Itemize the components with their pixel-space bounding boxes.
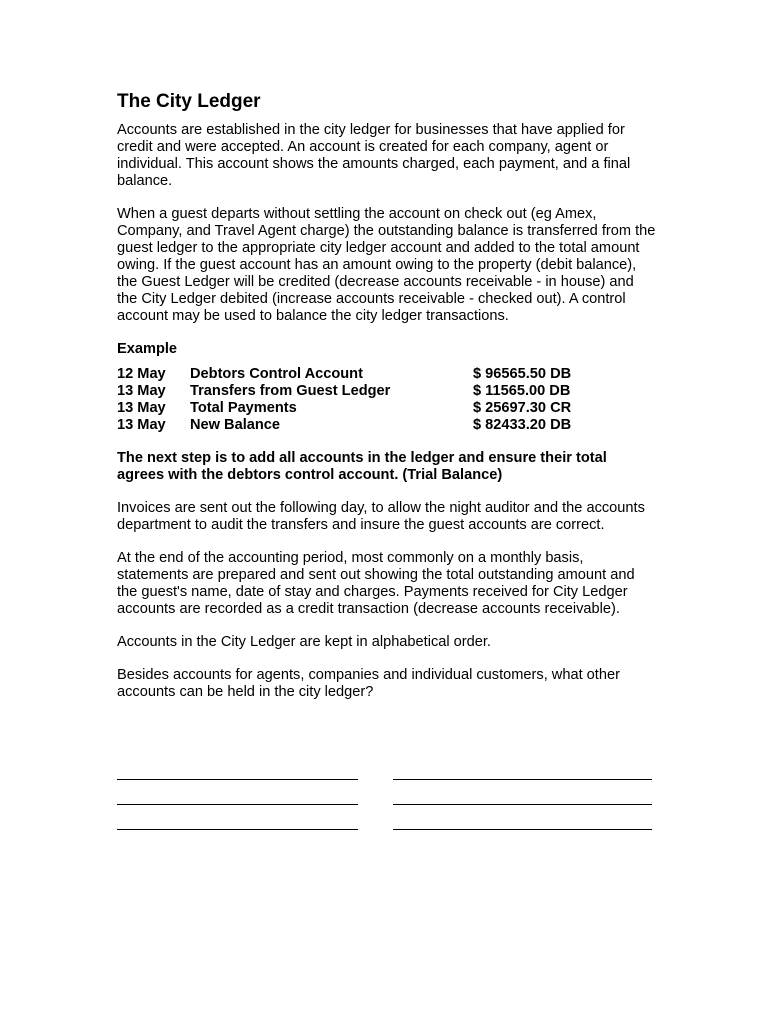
paragraph-statements: At the end of the accounting period, most commonly on a monthly basis, statements are prepared and sent out showing the total outstanding amount and the guest's name, date of stay and charges. Payments received for City Ledger accounts are recorded as a credit transaction (decrease accounts receivable). <box>117 550 635 617</box>
row-amount: $ 96565.50 DB <box>473 366 572 382</box>
answer-blank-left[interactable] <box>117 779 358 780</box>
answer-lines <box>117 770 657 845</box>
page-title: The City Ledger <box>117 91 261 112</box>
answer-blank-left[interactable] <box>117 829 358 830</box>
table-row <box>117 383 657 400</box>
row-description: New Balance <box>190 417 281 433</box>
row-amount: $ 82433.20 DB <box>473 417 572 433</box>
row-description: Transfers from Guest Ledger <box>190 383 391 399</box>
paragraph-trial-balance: The next step is to add all accounts in the ledger and ensure their total agrees with the debtors control account. (Trial Balance) <box>117 450 607 483</box>
paragraph-invoices: Invoices are sent out the following day, to allow the night auditor and the accounts department to audit the transfers and insure the guest accounts are correct. <box>117 500 645 533</box>
document-page <box>117 88 657 717</box>
row-amount: $ 25697.30 CR <box>473 400 572 416</box>
row-date: 12 May <box>117 366 166 382</box>
paragraph-guest-departs: When a guest departs without settling the account on check out (eg Amex, Company, and Travel Agent charge) the outstanding balance is transferred from the guest ledger to the appropriate city ledger account and added to the total amount owing. If the guest account has an amount owing to the property (debit balance), the Guest Ledger will be credited (decrease accounts receivable - in house) and the City Ledger debited (increase accounts receivable - checked out). A control account may be used to balance the city ledger transactions. <box>117 206 656 324</box>
row-date: 13 May <box>117 383 166 399</box>
paragraph-question: Besides accounts for agents, companies and individual customers, what other accounts can be held in the city ledger? <box>117 667 620 700</box>
row-amount: $ 11565.00 DB <box>473 383 571 399</box>
answer-line-row <box>117 795 657 820</box>
answer-line-row <box>117 770 657 795</box>
answer-blank-right[interactable] <box>393 804 652 805</box>
example-heading: Example <box>117 341 178 357</box>
answer-blank-right[interactable] <box>393 829 652 830</box>
row-description: Total Payments <box>190 400 297 416</box>
answer-blank-left[interactable] <box>117 804 358 805</box>
example-ledger-table <box>117 366 657 434</box>
row-description: Debtors Control Account <box>190 366 363 382</box>
table-row <box>117 400 657 417</box>
answer-line-row <box>117 820 657 845</box>
table-row <box>117 366 657 383</box>
row-date: 13 May <box>117 400 166 416</box>
row-date: 13 May <box>117 417 166 433</box>
table-row <box>117 417 657 434</box>
answer-blank-right[interactable] <box>393 779 652 780</box>
paragraph-alphabetical: Accounts in the City Ledger are kept in alphabetical order. <box>117 634 491 650</box>
paragraph-intro: Accounts are established in the city ledger for businesses that have applied for credit and were accepted. An account is created for each company, agent or individual. This account shows the amounts charged, each payment, and a final balance. <box>117 122 631 189</box>
